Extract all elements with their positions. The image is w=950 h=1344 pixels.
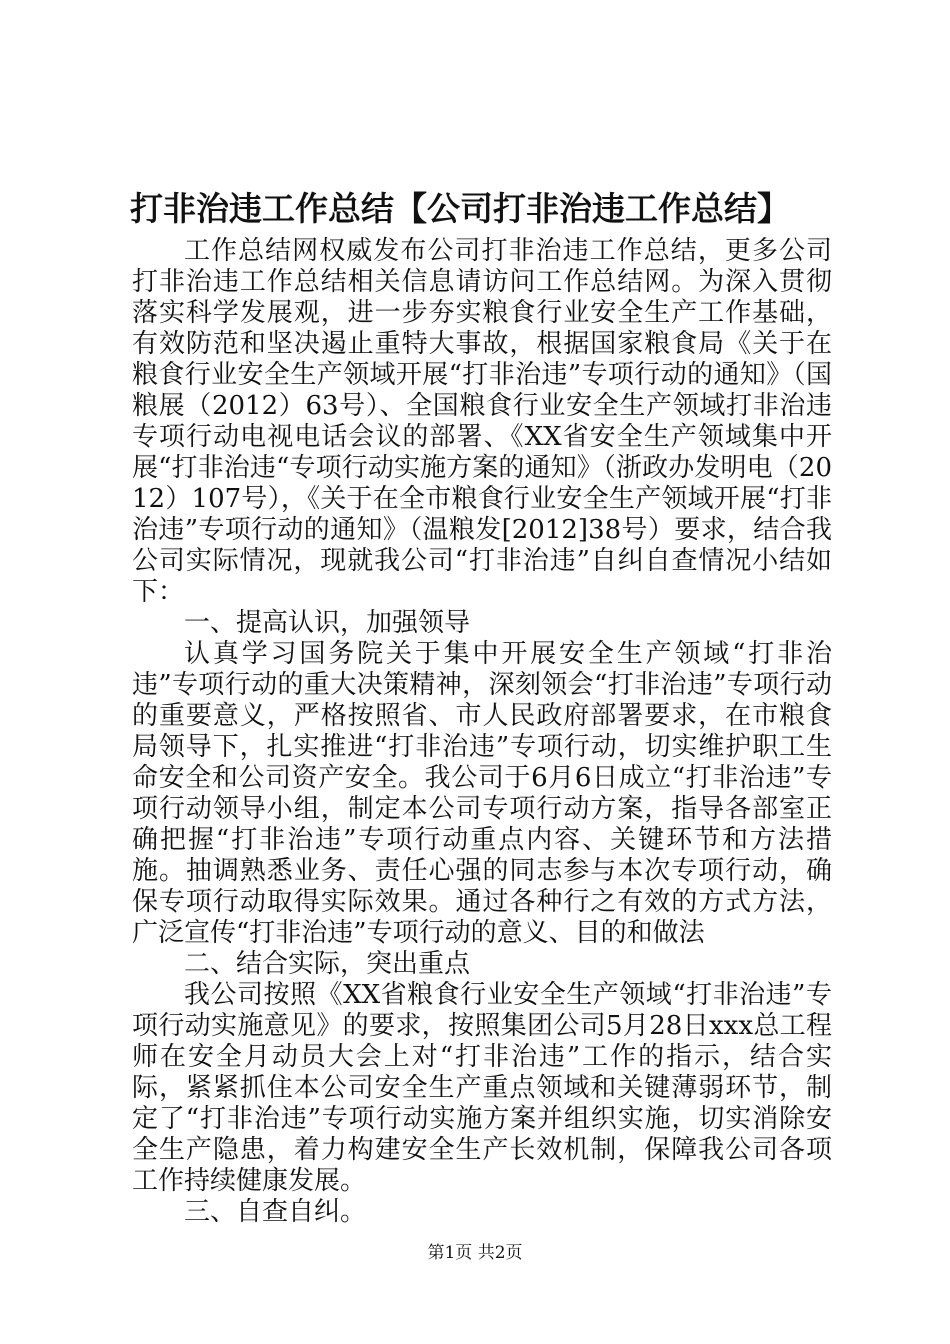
document-title: 打非治违工作总结【公司打非治违工作总结】 (130, 189, 790, 228)
section-paragraph-2: 我公司按照《XX省粮食行业安全生产领域“打非治违”专项行动实施意见》的要求，按照集团公司5月28日xxx总工程师在安全月动员大会上对“打非治违”工作的指示，结合实际，紧紧抓住本公司安全生产重点领域和关键薄弱环节，制定了“打非治违”专项行动实施方案并组织实施，切实消除安全生产隐患，着力构建安全生产长效机制，保障我公司各项工作持续健康发展。 (132, 980, 832, 1196)
page-footer: 第1页 共2页 (427, 1243, 523, 1263)
section-heading-2: 二、结合实际，突出重点 (184, 949, 471, 979)
document-body (132, 236, 832, 1228)
intro-paragraph: 工作总结网权威发布公司打非治违工作总结，更多公司打非治违工作总结相关信息请访问工作总结网。为深入贯彻落实科学发展观，进一步夯实粮食行业安全生产工作基础，有效防范和坚决遏止重特大事故，根据国家粮食局《关于在粮食行业安全生产领域开展“打非治违”专项行动的通知》（国粮展（2012）63号）、全国粮食行业安全生产领域打非治违专项行动电视电话会议的部署、《XX省安全生产领域集中开展“打非治违“专项行动实施方案的通知》（浙政办发明电（2012）107号），《关于在全市粮食行业安全生产领域开展“打非治违”专项行动的通知》（温粮发[2012]38号）要求，结合我公司实际情况，现就我公司“打非治违”自纠自查情况小结如下： (132, 236, 832, 607)
section-heading-1: 一、提高认识，加强领导 (184, 608, 471, 638)
section-heading-3: 三、自查自纠。 (184, 1197, 367, 1227)
section-paragraph-1: 认真学习国务院关于集中开展安全生产领域“打非治违”专项行动的重大决策精神，深刻领会“打非治违”专项行动的重要意义，严格按照省、市人民政府部署要求，在市粮食局领导下，扎实推进“打非治违”专项行动，切实维护职工生命安全和公司资产安全。我公司于6月6日成立“打非治违”专项行动领导小组，制定本公司专项行动方案，指导各部室正确把握“打非治违”专项行动重点内容、关键环节和方法措施。抽调熟悉业务、责任心强的同志参与本次专项行动，确保专项行动取得实际效果。通过各种行之有效的方式方法，广泛宣传“打非治违”专项行动的意义、目的和做法 (132, 639, 832, 948)
